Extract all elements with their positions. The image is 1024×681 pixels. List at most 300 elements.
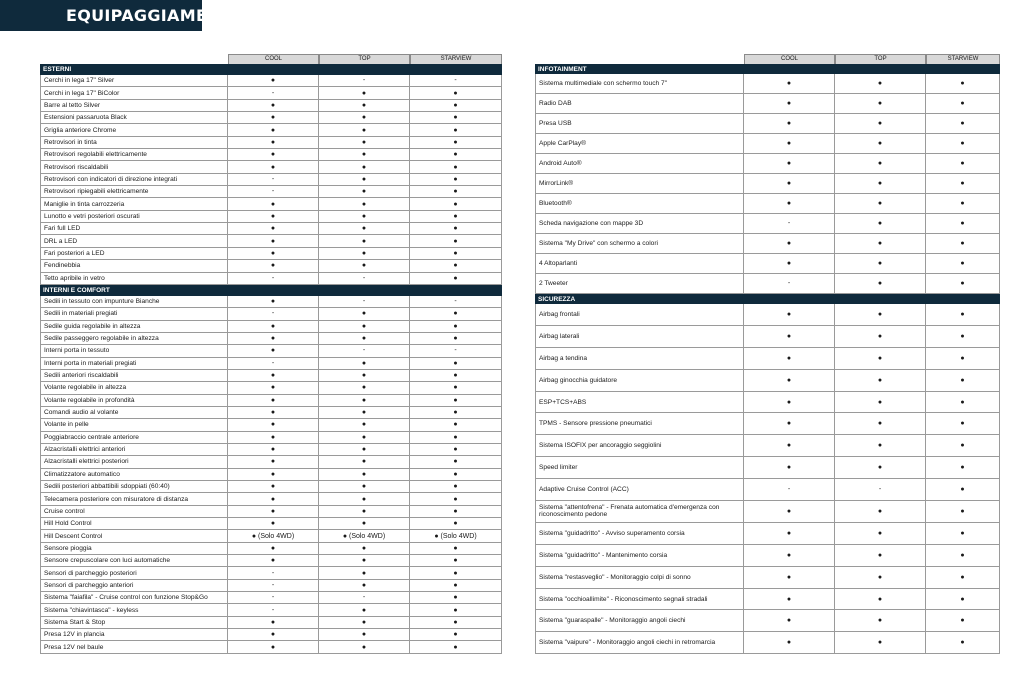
value-cool: ● [744,589,835,611]
value-cool: ● [228,518,319,530]
feature-label: Sistema "guidadritto" - Mantenimento corsia [535,545,744,567]
value-top: ● [835,589,926,611]
right-table-grid [535,54,1000,654]
feature-label: Sedili posteriori abbattibili sdoppiati (60:40) [40,481,228,493]
feature-label: Barre al tetto Silver [40,100,228,112]
section-header: INFOTAINMENT [535,64,1000,74]
value-cool: ● [228,235,319,247]
value-cool: ● [228,124,319,136]
value-top: ● [319,112,410,124]
value-starview: ● [410,198,502,210]
feature-label: Volante regolabile in altezza [40,382,228,394]
value-starview: ● [926,254,1000,274]
value-starview: ● [410,567,502,579]
value-top: - [319,273,410,285]
value-top: ● [319,308,410,320]
value-starview: ● [410,481,502,493]
value-starview: ● [410,235,502,247]
feature-label: Griglia anteriore Chrome [40,124,228,136]
feature-label: Presa 12V nel baule [40,641,228,653]
feature-label: Sistema "vaipure" - Monitoraggio angoli ciechi in retromarcia [535,632,744,654]
value-top: ● [319,211,410,223]
feature-label: Sedili anteriori riscaldabili [40,370,228,382]
value-starview: ● [410,629,502,641]
value-cool: ● [744,194,835,214]
value-top: ● [319,382,410,394]
value-top: ● [835,94,926,114]
value-top: ● [835,194,926,214]
value-cool: ● [744,74,835,94]
feature-label: Bluetooth® [535,194,744,214]
feature-label: Android Auto® [535,154,744,174]
value-cool: ● [228,223,319,235]
value-top: ● [835,274,926,294]
value-starview: ● [410,506,502,518]
column-header-cool: COOL [744,54,835,64]
value-cool: ● [744,457,835,479]
value-top: ● [319,124,410,136]
value-cool: ● [744,632,835,654]
value-starview: ● (Solo 4WD) [410,530,502,542]
value-starview: ● [926,523,1000,545]
feature-label: Retrovisori ripiegabili elettricamente [40,186,228,198]
left-equipment-table [40,54,502,654]
feature-label: Cerchi in lega 17" Silver [40,75,228,87]
feature-label: MirrorLink® [535,174,744,194]
feature-label: Maniglie in tinta carrozzeria [40,198,228,210]
value-starview: - [410,345,502,357]
value-cool: ● [228,75,319,87]
value-starview: ● [926,348,1000,370]
value-starview: ● [926,392,1000,414]
value-top: ● [835,154,926,174]
feature-label: Sistema ISOFIX per ancoraggio seggiolini [535,435,744,457]
value-starview: ● [410,444,502,456]
value-cool: - [744,214,835,234]
feature-label: Volante regolabile in profondità [40,395,228,407]
value-cool: ● (Solo 4WD) [228,530,319,542]
value-top: ● [319,223,410,235]
value-starview: ● [926,501,1000,523]
value-cool: ● [744,326,835,348]
value-cool: ● [744,545,835,567]
value-top: ● [835,610,926,632]
feature-label: Poggiabraccio centrale anteriore [40,432,228,444]
value-starview: ● [926,632,1000,654]
value-cool: ● [744,501,835,523]
feature-label: Sistema Start & Stop [40,617,228,629]
value-starview: ● [410,370,502,382]
value-top: ● [835,501,926,523]
value-top: ● [835,174,926,194]
value-top: ● [319,641,410,653]
value-cool: ● [228,432,319,444]
value-starview: ● [410,407,502,419]
header-blank [40,54,228,64]
value-starview: ● [926,94,1000,114]
feature-label: Sistema "My Drive" con schermo a colori [535,234,744,254]
value-cool: ● [228,395,319,407]
value-starview: ● [926,134,1000,154]
value-starview: ● [410,124,502,136]
value-cool: ● [744,134,835,154]
value-starview: ● [926,370,1000,392]
value-cool: ● [744,234,835,254]
value-starview: ● [410,149,502,161]
value-starview: ● [410,333,502,345]
value-cool: - [228,580,319,592]
value-starview: ● [926,610,1000,632]
value-top: ● [319,87,410,99]
value-cool: - [228,567,319,579]
section-header: INTERNI E COMFORT [40,285,502,296]
value-cool: - [228,308,319,320]
value-top: ● [319,617,410,629]
feature-label: Hill Descent Control [40,530,228,542]
value-starview: ● [926,194,1000,214]
value-cool: ● [744,370,835,392]
value-cool: ● [228,641,319,653]
feature-label: Sistema "restasveglio" - Monitoraggio colpi di sonno [535,567,744,589]
value-top: ● [835,214,926,234]
value-top: ● [319,235,410,247]
value-top: ● [319,580,410,592]
value-starview: ● [410,87,502,99]
value-cool: ● [744,567,835,589]
value-top: ● [319,407,410,419]
column-header-top: TOP [319,54,410,64]
value-top: ● [319,481,410,493]
value-top: ● [319,432,410,444]
value-starview: ● [410,555,502,567]
value-starview: ● [410,112,502,124]
value-top: - [835,479,926,501]
value-starview: ● [410,382,502,394]
value-starview: ● [410,308,502,320]
value-cool: ● [744,435,835,457]
section-header: ESTERNI [40,64,502,75]
feature-label: Cerchi in lega 17" BiColor [40,87,228,99]
value-starview: ● [926,589,1000,611]
feature-label: Airbag a tendina [535,348,744,370]
feature-label: Tetto apribile in vetro [40,273,228,285]
value-starview: ● [410,273,502,285]
value-starview: ● [926,545,1000,567]
value-cool: ● [228,444,319,456]
value-top: ● [835,457,926,479]
value-cool: ● [744,304,835,326]
value-starview: ● [410,321,502,333]
value-top: ● [835,392,926,414]
value-top: ● (Solo 4WD) [319,530,410,542]
value-starview: ● [410,161,502,173]
value-starview: ● [926,74,1000,94]
feature-label: Sistema "guaraspalle" - Monitoraggio angoli ciechi [535,610,744,632]
feature-label: DRL a LED [40,235,228,247]
value-top: ● [319,198,410,210]
value-starview: ● [410,469,502,481]
feature-label: Fendinebbia [40,260,228,272]
feature-label: Climatizzatore automatico [40,469,228,481]
feature-label: Speed limiter [535,457,744,479]
feature-label: Retrovisori con indicatori di direzione integrati [40,174,228,186]
value-starview: ● [926,304,1000,326]
right-equipment-table [535,54,1000,654]
value-starview: ● [410,580,502,592]
value-cool: ● [228,345,319,357]
value-cool: - [744,274,835,294]
value-starview: ● [410,592,502,604]
value-top: ● [319,444,410,456]
value-cool: ● [228,112,319,124]
value-top: - [319,75,410,87]
value-cool: ● [228,260,319,272]
value-cool: ● [228,506,319,518]
value-starview: ● [410,248,502,260]
value-cool: ● [228,481,319,493]
feature-label: Alzacristalli elettrici posteriori [40,456,228,468]
feature-label: Sistema "occhioallimite" - Riconoscimento segnali stradali [535,589,744,611]
value-top: ● [319,370,410,382]
feature-label: Presa 12V in plancia [40,629,228,641]
value-starview: ● [926,413,1000,435]
value-cool: - [228,273,319,285]
value-top: ● [835,545,926,567]
value-cool: ● [744,254,835,274]
column-header-starview: STARVIEW [410,54,502,64]
value-top: ● [319,555,410,567]
feature-label: Sensore pioggia [40,543,228,555]
value-top: ● [319,260,410,272]
value-starview: ● [410,641,502,653]
value-cool: ● [228,137,319,149]
value-top: ● [319,567,410,579]
value-starview: - [410,75,502,87]
column-header-cool: COOL [228,54,319,64]
value-cool: ● [228,555,319,567]
value-cool: ● [228,629,319,641]
value-cool: ● [228,469,319,481]
value-top: ● [835,523,926,545]
feature-label: Radio DAB [535,94,744,114]
value-top: ● [319,604,410,616]
value-starview: ● [410,395,502,407]
value-top: ● [835,370,926,392]
value-cool: - [744,479,835,501]
feature-label: Cruise control [40,506,228,518]
value-top: ● [319,518,410,530]
value-top: ● [319,506,410,518]
feature-label: Volante in pelle [40,419,228,431]
value-cool: ● [228,370,319,382]
value-top: ● [835,413,926,435]
value-starview: ● [926,214,1000,234]
feature-label: Alzacristalli elettrici anteriori [40,444,228,456]
value-starview: ● [926,435,1000,457]
value-starview: - [410,296,502,308]
value-top: ● [319,100,410,112]
feature-label: Fari posteriori a LED [40,248,228,260]
value-starview: ● [410,358,502,370]
left-table-grid [40,54,502,654]
value-starview: ● [410,617,502,629]
value-cool: ● [744,392,835,414]
value-cool: ● [228,296,319,308]
value-top: ● [319,161,410,173]
value-starview: ● [410,604,502,616]
value-starview: ● [926,274,1000,294]
value-top: ● [319,248,410,260]
value-cool: ● [228,419,319,431]
value-starview: ● [926,479,1000,501]
value-starview: ● [926,326,1000,348]
value-top: ● [319,543,410,555]
value-starview: ● [410,419,502,431]
value-starview: ● [410,260,502,272]
value-starview: ● [926,174,1000,194]
value-starview: ● [410,100,502,112]
value-top: ● [835,234,926,254]
header-blank [535,54,744,64]
feature-label: Sistema "chiavintasca" - keyless [40,604,228,616]
value-top: ● [835,254,926,274]
feature-label: TPMS - Sensore pressione pneumatici [535,413,744,435]
value-top: ● [835,304,926,326]
value-top: ● [835,114,926,134]
value-cool: - [228,604,319,616]
value-cool: ● [228,248,319,260]
feature-label: Retrovisori riscaldabili [40,161,228,173]
feature-label: Sistema "guidadritto" - Avviso superamento corsia [535,523,744,545]
value-cool: ● [228,617,319,629]
value-cool: ● [228,382,319,394]
feature-label: Presa USB [535,114,744,134]
value-top: ● [319,456,410,468]
value-starview: ● [410,186,502,198]
value-top: ● [319,333,410,345]
value-starview: ● [926,114,1000,134]
value-cool: - [228,186,319,198]
feature-label: Adaptive Cruise Control (ACC) [535,479,744,501]
feature-label: Airbag ginocchia guidatore [535,370,744,392]
feature-label: Hill Hold Control [40,518,228,530]
value-starview: ● [410,518,502,530]
section-header: SICUREZZA [535,294,1000,304]
feature-label: 4 Altoparlanti [535,254,744,274]
value-cool: ● [228,100,319,112]
value-top: ● [835,435,926,457]
column-header-top: TOP [835,54,926,64]
value-top: - [319,296,410,308]
value-top: ● [319,149,410,161]
column-header-starview: STARVIEW [926,54,1000,64]
value-cool: ● [228,493,319,505]
value-top: ● [319,186,410,198]
value-top: ● [835,632,926,654]
feature-label: Airbag frontali [535,304,744,326]
value-top: ● [319,629,410,641]
value-top: ● [319,419,410,431]
value-cool: ● [744,114,835,134]
feature-label: Sedile guida regolabile in altezza [40,321,228,333]
value-cool: ● [228,407,319,419]
value-top: ● [319,493,410,505]
feature-label: 2 Tweeter [535,274,744,294]
value-cool: ● [228,149,319,161]
value-cool: - [228,592,319,604]
value-top: ● [835,567,926,589]
feature-label: Sistema "attentofrena" - Frenata automatica d'emergenza con riconoscimento pedone [535,501,744,523]
value-starview: ● [410,456,502,468]
value-starview: ● [926,154,1000,174]
value-top: ● [319,174,410,186]
value-cool: ● [744,523,835,545]
value-cool: - [228,87,319,99]
value-starview: ● [410,543,502,555]
value-starview: ● [410,137,502,149]
feature-label: Sedile passeggero regolabile in altezza [40,333,228,345]
feature-label: Apple CarPlay® [535,134,744,154]
feature-label: Sensore crepuscolare con luci automatiche [40,555,228,567]
value-top: - [319,592,410,604]
value-cool: ● [744,610,835,632]
feature-label: Lunotto e vetri posteriori oscurati [40,211,228,223]
value-cool: ● [228,543,319,555]
value-cool: ● [744,174,835,194]
value-cool: ● [744,94,835,114]
value-cool: ● [228,211,319,223]
value-starview: ● [926,567,1000,589]
feature-label: Fari full LED [40,223,228,235]
value-starview: ● [410,493,502,505]
value-top: ● [835,326,926,348]
value-top: ● [319,469,410,481]
value-top: ● [835,134,926,154]
feature-label: Comandi audio al volante [40,407,228,419]
value-cool: ● [744,154,835,174]
value-cool: ● [744,413,835,435]
feature-label: Sedili in tessuto con impunture Bianche [40,296,228,308]
feature-label: Telecamera posteriore con misuratore di distanza [40,493,228,505]
feature-label: Airbag laterali [535,326,744,348]
value-cool: ● [744,348,835,370]
feature-label: Sensori di parcheggio anteriori [40,580,228,592]
value-top: ● [835,348,926,370]
feature-label: Interni porta in materiali pregiati [40,358,228,370]
value-starview: ● [410,211,502,223]
value-top: ● [319,321,410,333]
value-starview: ● [410,223,502,235]
feature-label: Estensioni passaruota Black [40,112,228,124]
value-cool: ● [228,198,319,210]
value-starview: ● [926,234,1000,254]
value-cool: - [228,174,319,186]
value-top: ● [835,74,926,94]
feature-label: ESP+TCS+ABS [535,392,744,414]
feature-label: Scheda navigazione con mappe 3D [535,214,744,234]
value-cool: ● [228,321,319,333]
feature-label: Retrovisori regolabili elettricamente [40,149,228,161]
value-cool: - [228,358,319,370]
feature-label: Sistema multimediale con schermo touch 7" [535,74,744,94]
value-top: ● [319,395,410,407]
feature-label: Retrovisori in tinta [40,137,228,149]
value-top: ● [319,137,410,149]
value-starview: ● [410,174,502,186]
feature-label: Sensori di parcheggio posteriori [40,567,228,579]
value-starview: ● [926,457,1000,479]
feature-label: Interni porta in tessuto [40,345,228,357]
